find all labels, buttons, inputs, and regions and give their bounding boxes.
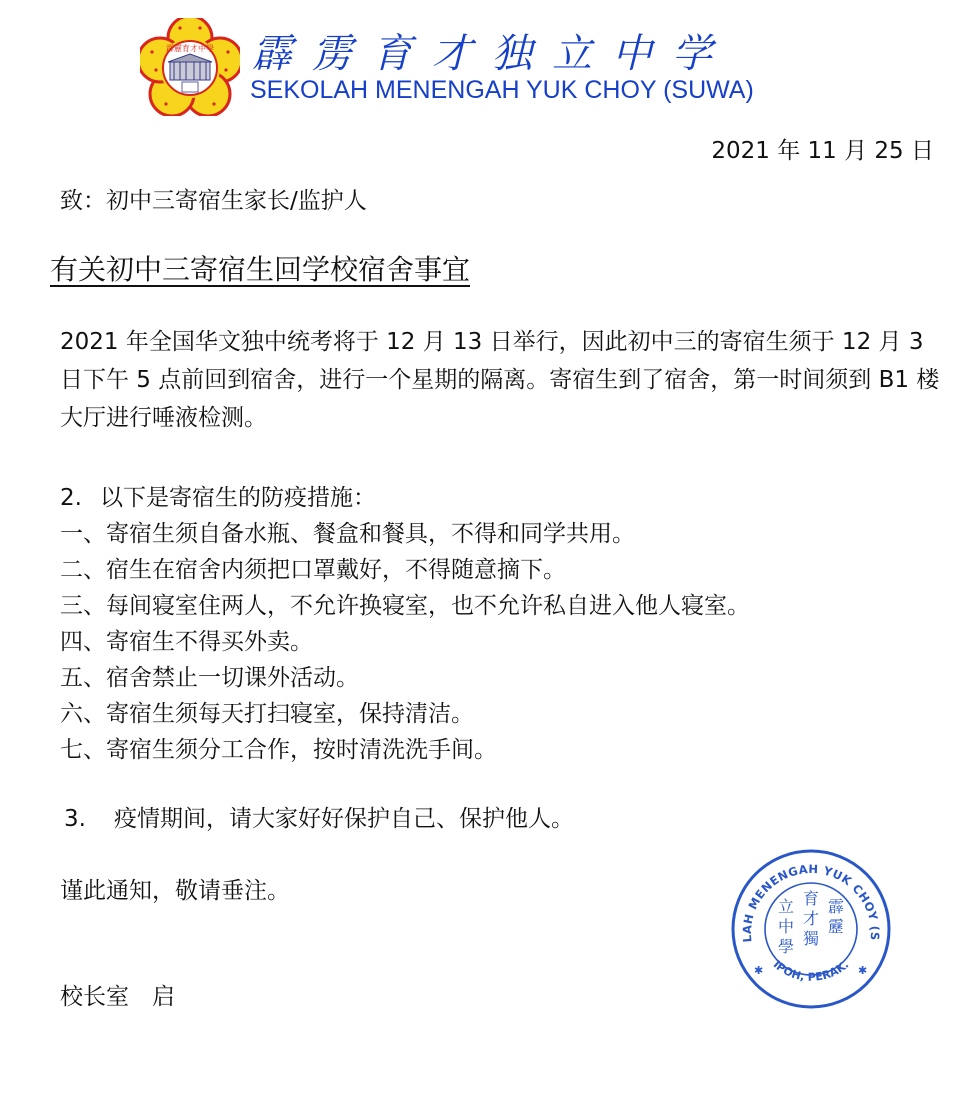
school-name-english: SEKOLAH MENENGAH YUK CHOY (SUWA) xyxy=(250,76,754,104)
logo-text: 霹靂育才中學 xyxy=(166,44,214,53)
section-number: 2. xyxy=(60,485,82,511)
letter-subject: 有关初中三寄宿生回学校宿舍事宜 xyxy=(50,253,471,286)
section-title: 以下是寄宿生的防疫措施： xyxy=(100,485,376,511)
list-item: 七、寄宿生须分工合作，按时清洗洗手间。 xyxy=(60,737,497,763)
school-crest-icon xyxy=(140,18,240,116)
stamp-character: 靂 xyxy=(827,917,845,936)
list-item: 六、寄宿生须每天打扫寝室，保持清洁。 xyxy=(60,701,474,727)
stamp-character: 才 xyxy=(802,909,820,928)
school-name-chinese: 霹雳育才独立中学 xyxy=(252,31,732,77)
letter-date: 2021 年 11 月 25 日 xyxy=(711,138,934,164)
svg-text:IPOH, PERAK. xyxy=(771,958,852,984)
stamp-character: 學 xyxy=(777,937,795,956)
point-three xyxy=(64,800,574,833)
stamp-bottom-text: IPOH, PERAK. xyxy=(770,958,852,984)
list-item: 二、宿生在宿舍内须把口罩戴好，不得随意摘下。 xyxy=(60,557,566,583)
stamp-character: 霹 xyxy=(827,897,845,916)
stamp-character: 育 xyxy=(802,889,820,908)
stamp-star-icon: ✱ xyxy=(754,964,764,977)
list-item: 四、寄宿生不得买外卖。 xyxy=(60,629,313,655)
point-three-text: 疫情期间，请大家好好保护自己、保护他人。 xyxy=(114,806,574,832)
section-number: 3. xyxy=(64,806,86,832)
signoff: 校长室 启 xyxy=(60,984,175,1010)
list-item: 五、宿舍禁止一切课外活动。 xyxy=(60,665,359,691)
stamp-star-icon: ✱ xyxy=(858,964,868,977)
stamp-character: 獨 xyxy=(802,929,820,948)
letter-recipient: 致：初中三寄宿生家长/监护人 xyxy=(60,188,367,214)
measures-heading xyxy=(60,480,940,516)
list-item: 一、寄宿生须自备水瓶、餐盒和餐具，不得和同学共用。 xyxy=(60,521,635,547)
official-stamp xyxy=(730,848,892,1010)
closing-line: 谨此通知，敬请垂注。 xyxy=(60,878,290,904)
measures-section xyxy=(60,480,940,768)
paragraph-one: 2021 年全国华文独中统考将于 12 月 13 日举行，因此初中三的寄宿生须于 12 月 3 日下午 5 点前回到宿舍，进行一个星期的隔离。寄宿生到了宿舍，第一时间须到 B1 楼大厅进行唾液检测。 xyxy=(60,329,940,431)
list-item: 三、每间寝室住两人，不允许换寝室，也不允许私自进入他人寝室。 xyxy=(60,593,750,619)
stamp-character: 立 xyxy=(777,897,795,916)
stamp-center-text xyxy=(778,889,844,956)
stamp-ring-text: LAH MENENGAH YUK CHOY (S xyxy=(739,861,883,943)
stamp-character: 中 xyxy=(777,917,795,936)
